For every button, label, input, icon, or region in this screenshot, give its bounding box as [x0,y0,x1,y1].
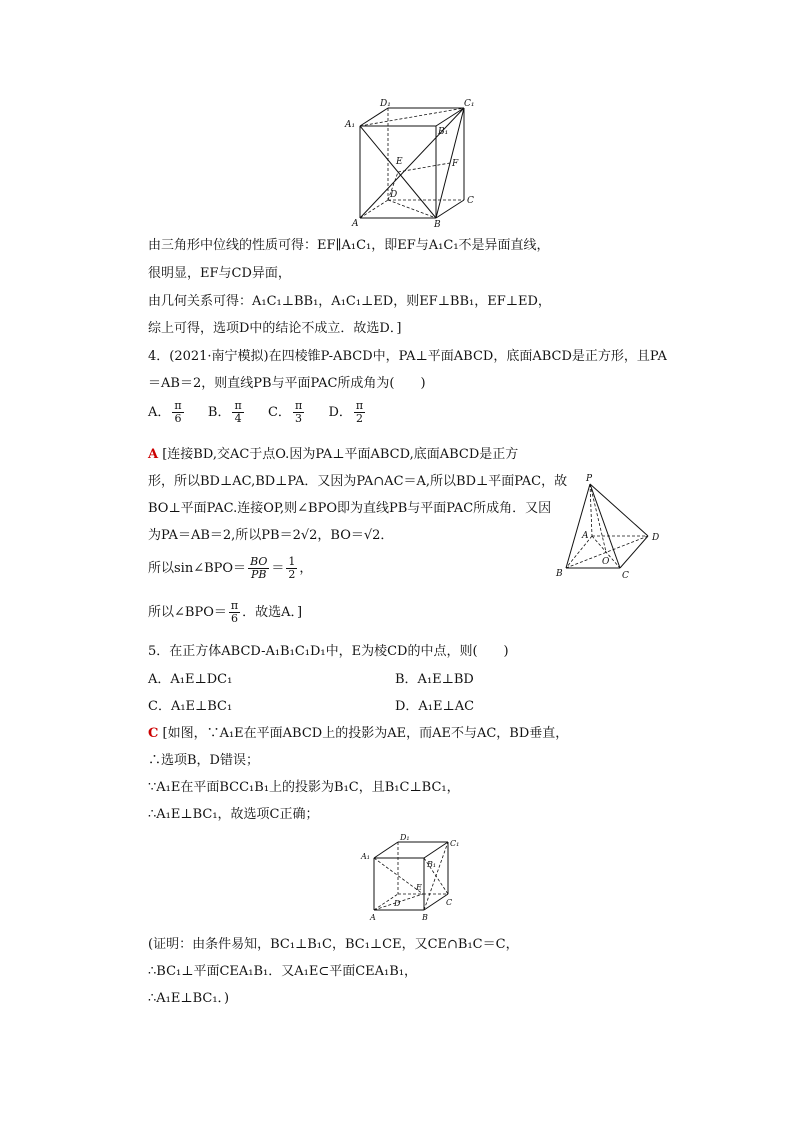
label-D: D [652,533,660,543]
q5-line1: 5．在正方体ABCD-A₁B₁C₁D₁中，E为棱CD的中点，则( ) [148,644,509,659]
q4-option-b: B． $\frac{\pi}{4}$ [207,399,242,425]
q4-line2: ＝AB＝2，则直线PB与平面PAC所成角为( ) [148,376,426,391]
sol3-line3: 由几何关系可得：A₁C₁⊥BB₁，A₁C₁⊥ED，则EF⊥BB₁，EF⊥ED， [148,294,551,309]
label-E: E [396,157,403,167]
proof-line2: ∴BC₁⊥平面CEA₁B₁．又A₁E⊂平面CEA₁B₁， [148,964,418,979]
sol3-line4: 综上可得，选项D中的结论不成立．故选D．] [148,321,402,336]
cube-figure-1 [340,96,480,228]
sol4-line3: BO⊥平面PAC.连接OP,则∠BPO即为直线PB与平面PAC所成角．又因 [148,501,552,516]
q5-option-c: C．A₁E⊥BC₁ [148,699,233,714]
sol3-line1: 由三角形中位线的性质可得：EF∥A₁C₁，即EF与A₁C₁不是异面直线， [148,238,550,253]
label-B: B [434,220,441,228]
proof-line1: (证明：由条件易知，BC₁⊥B₁C，BC₁⊥CE，又CE∩B₁C＝C， [148,937,519,952]
label-F: F [452,159,459,169]
label-E: E [416,883,422,892]
cube-figure-2 [360,830,470,926]
sol4-line5: 所以sin∠BPO＝ $\frac{BO}{PB}$ ＝ $\frac{1}{2}$ ， [148,555,313,581]
label-D1: D₁ [380,99,391,109]
label-A1: A₁ [361,852,370,861]
sol5-answer: C [148,726,159,741]
q4-option-d: D． $\frac{\pi}{2}$ [328,399,364,425]
sol5-line3: ∵A₁E在平面BCC₁B₁上的投影为B₁C，且B₁C⊥BC₁， [148,780,460,795]
label-C1: C₁ [450,839,460,848]
label-B: B [556,569,563,579]
label-D1: D₁ [400,833,410,842]
q4-option-c: C． $\frac{\pi}{3}$ [267,399,303,425]
label-C: C [622,571,629,581]
q5-option-a: A．A₁E⊥DC₁ [148,672,233,687]
label-B: B [422,913,428,922]
label-B1: B₁ [427,860,437,869]
label-D: D [390,190,398,200]
label-B1: B₁ [438,127,449,137]
proof-line3: ∴A₁E⊥BC₁．) [148,991,230,1006]
sol5-line4: ∴A₁E⊥BC₁，故选项C正确； [148,807,319,822]
label-A: A [352,219,359,228]
q5-option-d: D．A₁E⊥AC [395,699,475,714]
label-O: O [602,557,610,567]
sol5-line1: C [如图，∵A₁E在平面ABCD上的投影为AE，而AE不与AC，BD垂直， [148,726,569,741]
label-A1: A₁ [345,120,356,130]
sol4-line4: 为PA＝AB＝2,所以PB＝2√2，BO＝√2． [148,528,394,543]
sol3-line2: 很明显，EF与CD异面， [148,266,291,281]
label-C: C [446,898,453,907]
pyramid-figure [552,470,672,582]
q4-options [148,400,367,425]
label-A: A [582,531,589,541]
sol5-line2: ∴选项B，D错误； [148,753,259,768]
label-A: A [370,913,376,922]
sol4-line6: 所以∠BPO＝ $\frac{\pi}{6}$ ．故选A．] [148,599,303,625]
label-C: C [467,196,474,206]
sol4-answer: A [148,447,159,462]
q4-option-a: A． $\frac{\pi}{6}$ [148,399,182,425]
label-C1: C₁ [464,99,475,109]
q5-option-b: B．A₁E⊥BD [395,672,474,687]
sol4-line2: 形，所以BD⊥AC,BD⊥PA．又因为PA∩AC＝A,所以BD⊥平面PAC，故 [148,474,568,489]
q4-line1: 4．(2021·南宁模拟)在四棱锥P-ABCD中，PA⊥平面ABCD，底面ABCD是正方形，且PA [148,349,667,364]
label-P: P [586,474,593,484]
label-D: D [394,899,401,908]
sol4-line1: A [连接BD,交AC于点O.因为PA⊥平面ABCD,底面ABCD是正方 [148,447,519,462]
